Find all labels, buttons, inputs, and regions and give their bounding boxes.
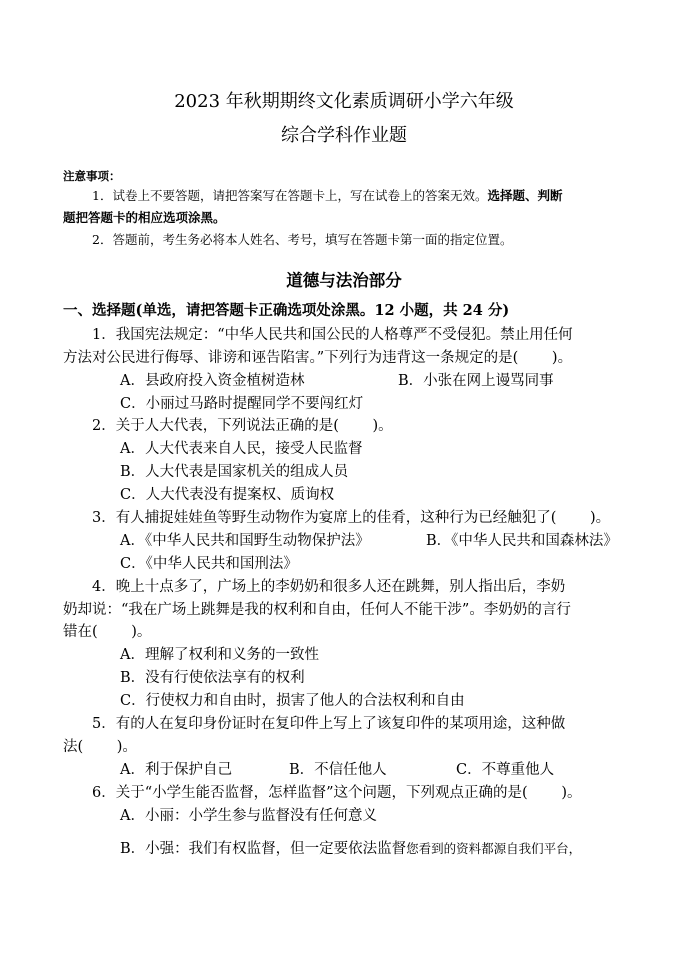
q1-option-c: C．小丽过马路时提醒同学不要闯红灯 — [120, 396, 364, 412]
q3-stem: 3．有人捕捉娃娃鱼等野生动物作为宴席上的佳肴，这种行为已经触犯了( )。 — [92, 510, 611, 526]
section-title: 道德与法治部分 — [286, 271, 402, 290]
q3-option-a: A．《中华人民共和国野生动物保护法》 — [120, 533, 370, 549]
q4-option-c: C．行使权力和自由时，损害了他人的合法权利和自由 — [120, 693, 465, 709]
q1-stem-line1: 1．我国宪法规定：“中华人民共和国公民的人格尊严不受侵犯。禁止用任何 — [92, 327, 573, 343]
q2-option-b: B．人大代表是国家机关的组成人员 — [120, 464, 349, 480]
notice-item-1-bold: 选择题、判断 — [487, 188, 563, 203]
notice-heading: 注意事项： — [63, 169, 121, 183]
q2-option-a: A．人大代表来自人民，接受人民监督 — [120, 441, 363, 457]
part-heading: 一、选择题(单选，请把答题卡正确选项处涂黑。12 小题，共 24 分) — [63, 302, 510, 319]
q4-option-b: B．没有行使依法享有的权利 — [120, 670, 305, 686]
q2-option-c: C．人大代表没有提案权、质询权 — [120, 487, 335, 503]
q5-option-a: A．利于保护自己 — [120, 762, 232, 778]
q3-option-c: C．《中华人民共和国刑法》 — [120, 556, 298, 572]
q2-stem: 2．关于人大代表，下列说法正确的是( )。 — [92, 418, 393, 434]
exam-title: 2023 年秋期期终文化素质调研小学六年级 — [174, 91, 514, 112]
watermark-text: 您看到的资料都源自我们平台， — [406, 841, 582, 856]
q6-option-b — [120, 839, 581, 859]
q5-option-b: B．不信任他人 — [289, 762, 387, 778]
notice-item-1 — [92, 186, 562, 206]
q4-stem-line2: 奶却说：“我在广场上跳舞是我的权利和自由，任何人不能干涉”。李奶奶的言行 — [63, 602, 571, 618]
q1-stem-line2: 方法对公民进行侮辱、诽谤和诬告陷害。”下列行为违背这一条规定的是( )。 — [63, 350, 573, 366]
notice-item-1-text: 1．试卷上不要答题，请把答案写在答题卡上，写在试卷上的答案无效。 — [92, 188, 488, 203]
q6-stem: 6．关于“小学生能否监督，怎样监督”这个问题，下列观点正确的是( )。 — [92, 785, 582, 801]
q6-option-a: A．小丽：小学生参与监督没有任何意义 — [120, 808, 377, 824]
q5-stem-line1: 5．有的人在复印身份证时在复印件上写上了该复印件的某项用途，这种做 — [92, 716, 566, 732]
q4-stem-line3: 错在( )。 — [63, 624, 152, 640]
q5-option-c: C．不尊重他人 — [456, 762, 555, 778]
notice-item-2: 2．答题前，考生务必将本人姓名、考号，填写在答题卡第一面的指定位置。 — [92, 232, 513, 247]
q1-option-a: A．县政府投入资金植树造林 — [120, 373, 305, 389]
notice-item-1-cont: 题把答题卡的相应选项涂黑。 — [63, 210, 226, 225]
q1-option-b: B．小张在网上谩骂同事 — [398, 373, 554, 389]
q4-stem-line1: 4．晚上十点多了，广场上的李奶奶和很多人还在跳舞，别人指出后，李奶 — [92, 579, 566, 595]
q6-option-b-text: B．小强：我们有权监督，但一定要依法监督 — [120, 841, 407, 857]
exam-subtitle: 综合学科作业题 — [281, 125, 407, 146]
q3-option-b: B．《中华人民共和国森林法》 — [426, 533, 618, 549]
q4-option-a: A．理解了权利和义务的一致性 — [120, 647, 319, 663]
q5-stem-line2: 法( )。 — [63, 739, 137, 755]
